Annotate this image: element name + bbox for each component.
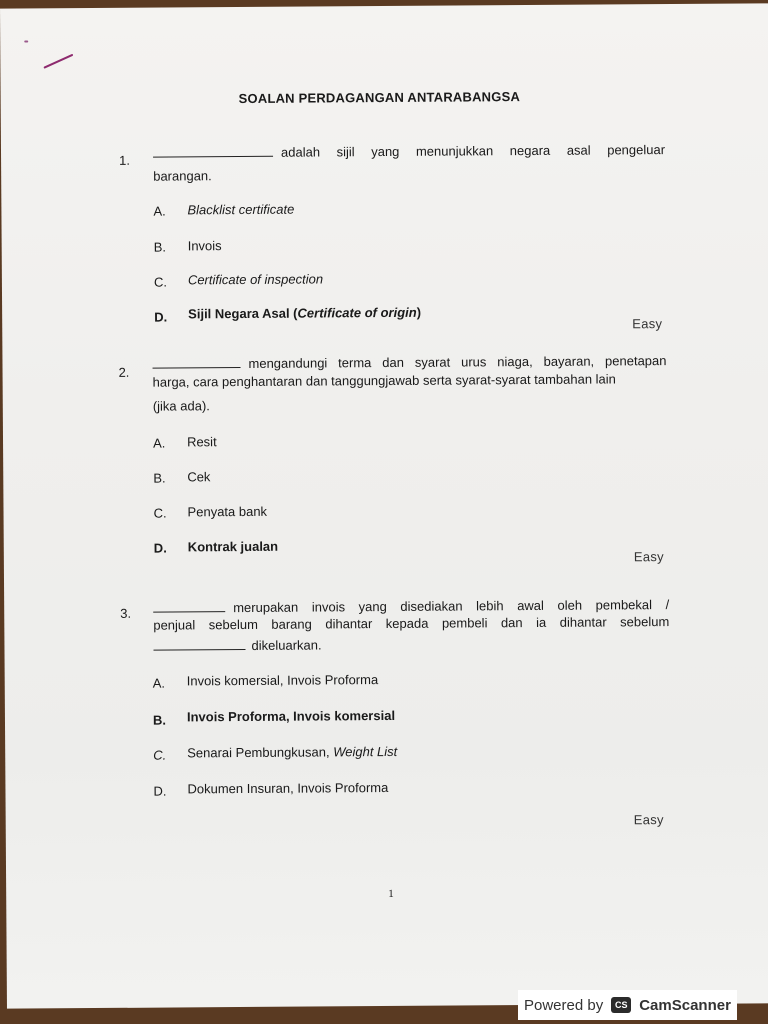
camscanner-logo-icon: CS xyxy=(611,997,631,1013)
option-letter: C. xyxy=(153,505,167,521)
pen-mark xyxy=(43,54,73,69)
option-text-correct xyxy=(188,305,421,322)
answer-blank xyxy=(153,599,225,613)
powered-by-text: Powered by xyxy=(524,996,604,1014)
option-letter-correct: D. xyxy=(154,309,168,325)
difficulty-label: Easy xyxy=(633,549,665,565)
option-text: Penyata bank xyxy=(187,503,268,520)
pen-dot-mark xyxy=(24,40,28,42)
question-text-line: harga, cara penghantaran dan tanggungjawab serta syarat-syarat tambahan lain xyxy=(152,371,616,390)
answer-blank xyxy=(153,144,273,158)
option-text: Invois xyxy=(187,238,222,254)
option-text: Resit xyxy=(186,434,217,450)
answer-blank xyxy=(153,637,245,651)
option-letter: B. xyxy=(153,239,167,255)
option-text-correct: Kontrak jualan xyxy=(187,538,279,555)
option-text-after: ) xyxy=(416,304,422,320)
camscanner-brand: CamScanner xyxy=(639,996,731,1014)
option-text xyxy=(187,744,397,760)
question-number: 1. xyxy=(119,152,130,168)
question-text-line xyxy=(152,352,666,372)
document-page xyxy=(0,3,768,1008)
question-text-line xyxy=(153,596,669,616)
answer-blank xyxy=(152,355,240,369)
question-text-line xyxy=(153,636,321,653)
question-text-line: penjual sebelum barang dihantar kepada pembeli dan ia dihantar sebelum xyxy=(153,614,670,633)
option-letter-correct: B. xyxy=(152,712,167,728)
question-text: dikeluarkan. xyxy=(251,637,322,653)
option-letter: A. xyxy=(152,675,166,691)
question-text: adalah sijil yang menunjukkan negara asal pengeluar xyxy=(280,142,666,160)
option-letter: C. xyxy=(153,747,167,763)
option-letter: A. xyxy=(152,435,166,451)
option-text-main: Senarai Pembungkusan, xyxy=(187,744,334,761)
question-text-line: (jika ada). xyxy=(152,398,210,414)
question-text: mengandungi terma dan syarat urus niaga, bayaran, penetapan xyxy=(248,353,667,371)
option-text-italic: Weight List xyxy=(333,743,398,760)
option-text: Dokumen Insuran, Invois Proforma xyxy=(187,779,389,797)
question-number: 3. xyxy=(120,605,132,621)
option-text-main: Sijil Negara Asal ( xyxy=(188,305,298,322)
option-letter: A. xyxy=(153,203,166,219)
page-number: 1 xyxy=(388,887,394,900)
option-text: Invois komersial, Invois Proforma xyxy=(186,672,379,689)
question-text-line: barangan. xyxy=(153,168,212,184)
option-text: Cek xyxy=(187,469,211,485)
option-letter: D. xyxy=(153,783,167,799)
difficulty-label: Easy xyxy=(633,812,664,828)
option-text-correct: Invois Proforma, Invois komersial xyxy=(186,707,396,725)
question-text: merupakan invois yang disediakan lebih awal oleh pembekal / xyxy=(233,597,670,616)
question-text-line xyxy=(153,141,665,161)
option-letter: C. xyxy=(153,274,167,290)
option-letter-correct: D. xyxy=(153,540,167,556)
option-letter: B. xyxy=(153,470,166,486)
camscanner-watermark xyxy=(518,990,737,1020)
question-number: 2. xyxy=(118,364,130,380)
option-text: Certificate of inspection xyxy=(187,271,324,288)
option-text-italic: Certificate of origin xyxy=(297,304,417,321)
option-text: Blacklist certificate xyxy=(187,201,295,218)
document-title: SOALAN PERDAGANGAN ANTARABANGSA xyxy=(238,89,521,107)
difficulty-label: Easy xyxy=(632,316,663,332)
